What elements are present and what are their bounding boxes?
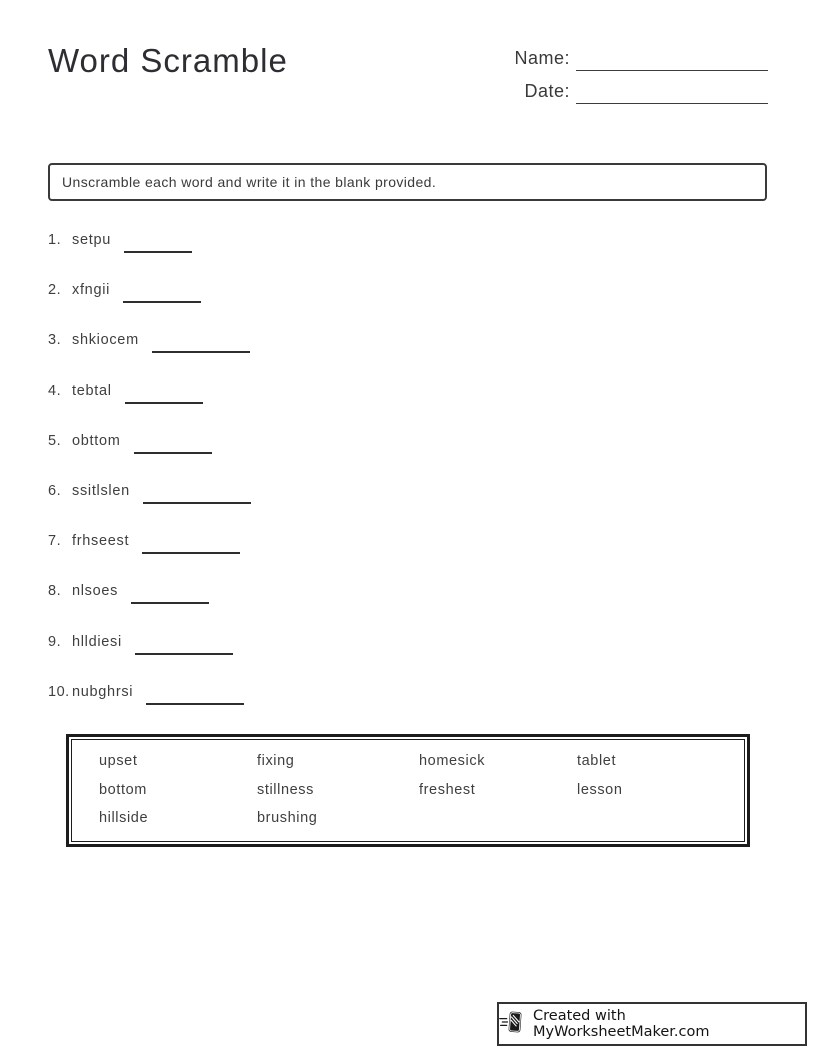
worksheet-maker-logo-icon: [499, 1008, 526, 1041]
page-title: Word Scramble: [48, 42, 288, 79]
answer-blank[interactable]: [142, 538, 240, 554]
question-number: 5.: [48, 432, 62, 449]
question-number: 10.: [48, 683, 70, 700]
question-row: [48, 416, 468, 466]
date-blank[interactable]: [576, 80, 768, 104]
bank-word: lesson: [577, 781, 623, 798]
question-number: 4.: [48, 382, 62, 399]
scrambled-word: shkiocem: [72, 332, 139, 349]
question-row: [48, 366, 468, 416]
scrambled-word: frhseest: [72, 533, 130, 550]
bank-word: hillside: [99, 810, 149, 827]
credit-box: [497, 1002, 807, 1046]
scrambled-word: hlldiesi: [72, 633, 122, 650]
answer-blank[interactable]: [152, 337, 250, 353]
bank-word: upset: [99, 753, 138, 769]
question-number: 8.: [48, 583, 62, 600]
question-number: 9.: [48, 633, 62, 650]
instructions-box: [48, 163, 767, 201]
credit-text: Created with MyWorksheetMaker.com: [533, 1008, 710, 1040]
bank-word: fixing: [257, 753, 295, 769]
scrambled-word: obttom: [72, 432, 121, 449]
bank-word: freshest: [419, 781, 476, 798]
question-list: [48, 215, 468, 717]
question-row: [48, 215, 468, 265]
question-number: 2.: [48, 282, 62, 299]
scrambled-word: setpu: [72, 232, 111, 249]
question-row: [48, 516, 468, 566]
instructions-text: Unscramble each word and write it in the blank provided.: [62, 174, 437, 190]
scrambled-word: xfngii: [72, 282, 111, 299]
name-date-block: [514, 47, 768, 104]
answer-blank[interactable]: [134, 438, 212, 454]
answer-blank[interactable]: [143, 488, 251, 504]
name-row: [514, 47, 768, 71]
answer-blank[interactable]: [125, 388, 203, 404]
bank-word: stillness: [257, 781, 314, 798]
answer-blank[interactable]: [135, 639, 233, 655]
bank-word: homesick: [419, 753, 486, 769]
answer-blank[interactable]: [146, 689, 244, 705]
scrambled-word: nlsoes: [72, 583, 119, 600]
question-number: 1.: [48, 232, 62, 249]
answer-blank[interactable]: [124, 237, 192, 253]
answer-blank[interactable]: [131, 588, 209, 604]
question-number: 3.: [48, 332, 62, 349]
question-row: [48, 566, 468, 616]
question-row: [48, 466, 468, 516]
date-row: [514, 80, 768, 104]
bank-word: tablet: [577, 753, 617, 769]
date-label: Date:: [524, 81, 570, 101]
question-row: [48, 667, 468, 717]
question-row: [48, 617, 468, 667]
answer-blank[interactable]: [123, 287, 201, 303]
bank-word: brushing: [257, 810, 318, 827]
question-row: [48, 315, 468, 365]
question-row: [48, 265, 468, 315]
scrambled-word: nubghrsi: [72, 683, 134, 700]
question-number: 6.: [48, 483, 62, 500]
scrambled-word: tebtal: [72, 382, 112, 399]
name-blank[interactable]: [576, 47, 768, 71]
scrambled-word: ssitlslen: [72, 483, 130, 500]
question-number: 7.: [48, 533, 62, 550]
word-bank-inner: [71, 739, 745, 842]
bank-word: bottom: [99, 781, 147, 798]
name-label: Name:: [514, 48, 570, 68]
word-bank: [66, 734, 750, 847]
